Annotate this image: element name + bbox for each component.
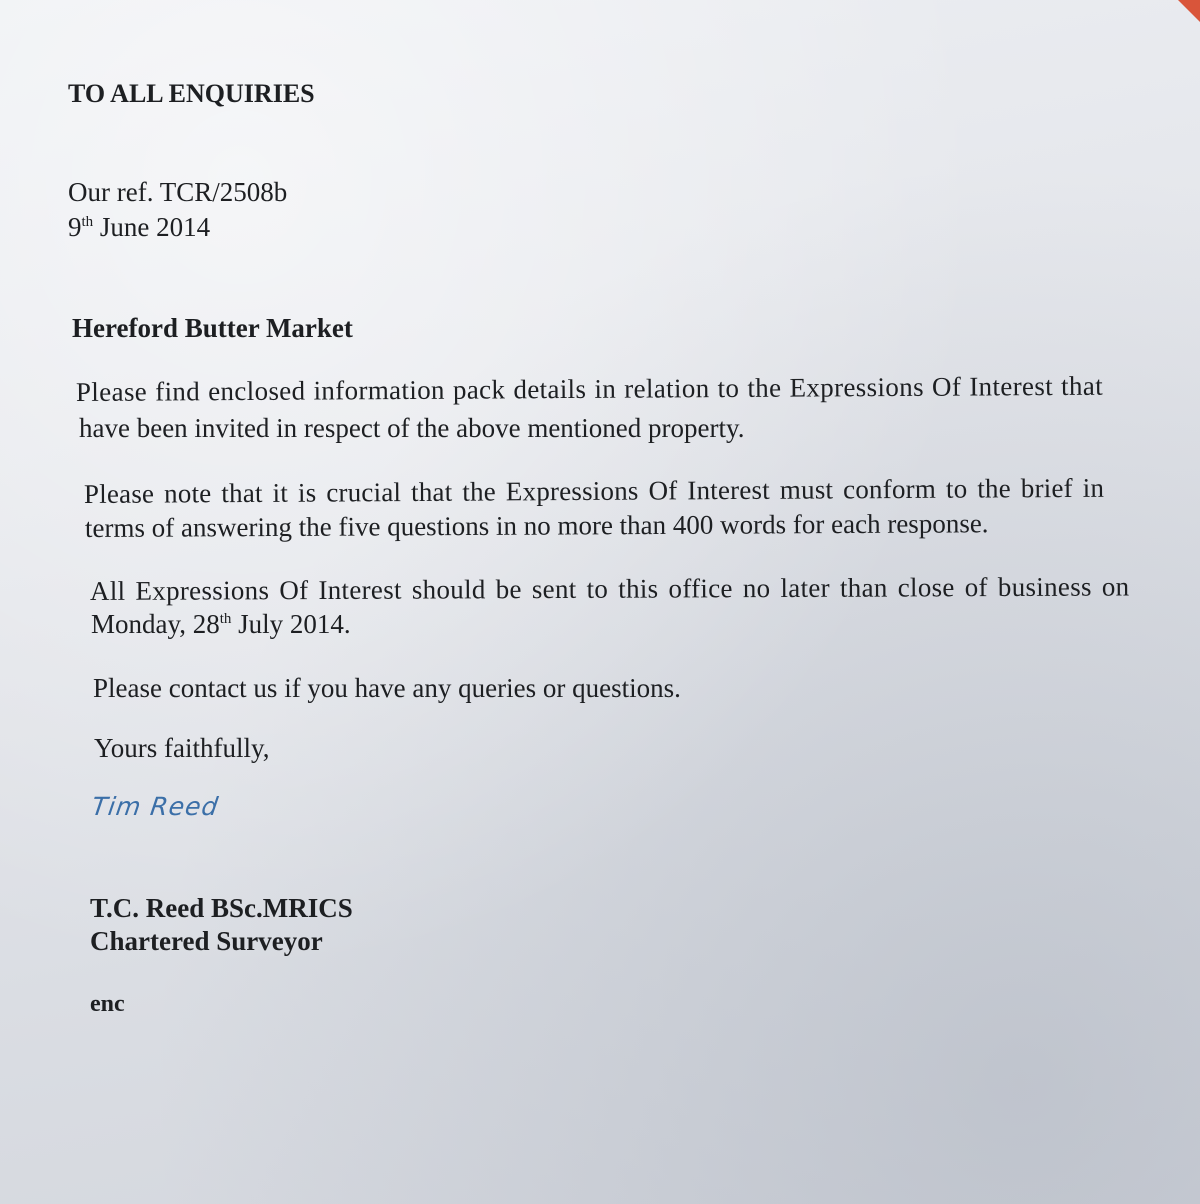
paragraph-1-line-2: have been invited in respect of the above mentioned property.	[79, 413, 745, 443]
enclosure-note: enc	[90, 991, 125, 1017]
reference: Our ref. TCR/2508b	[68, 177, 288, 207]
signatory-title: Chartered Surveyor	[90, 926, 323, 956]
handwritten-signature: Tim Reed	[89, 792, 221, 821]
closing: Yours faithfully,	[94, 733, 270, 763]
paragraph-3-line-1: All Expressions Of Interest should be sent to this office no later than close of business on	[89, 571, 1130, 606]
deadline-suffix: th	[219, 611, 232, 627]
addressee: TO ALL ENQUIRIES	[68, 79, 315, 108]
paragraph-4: Please contact us if you have any queries or questions.	[93, 673, 681, 703]
paragraph-2-line-2: terms of answering the five questions in no more than 400 words for each response.	[84, 508, 989, 543]
deadline-post: July 2014.	[231, 609, 351, 639]
date-day: 9	[68, 212, 82, 242]
deadline-pre: Monday, 28	[91, 609, 220, 639]
signatory-name: T.C. Reed BSc.MRICS	[90, 893, 353, 923]
date-suffix: th	[81, 214, 94, 230]
paragraph-3-line-2	[91, 608, 351, 640]
paragraph-2-line-1: Please note that it is crucial that the Expressions Of Interest must conform to the brief in	[83, 472, 1105, 509]
subject-heading: Hereford Butter Market	[72, 313, 353, 343]
paragraph-1-line-1: Please find enclosed information pack details in relation to the Expressions Of Interest that	[75, 370, 1104, 407]
letter-date	[68, 211, 210, 243]
date-rest: June 2014	[93, 212, 211, 242]
desk-edge	[1178, 0, 1200, 22]
